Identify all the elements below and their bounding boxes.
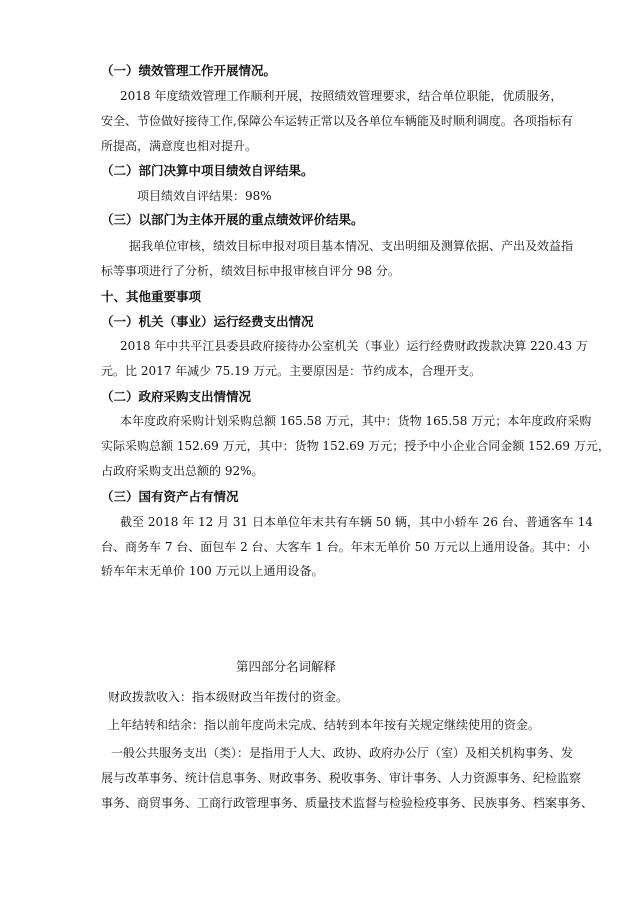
subsection-heading-government-procurement: （二）政府采购支出情情况 [101, 389, 252, 404]
paragraph-line: 财政拨款收入：指本级财政当年拨付的资金。 [108, 690, 349, 704]
paragraph-line: 实际采购总额 152.69 万元，其中：货物 152.69 万元；授予中小企业合同金额 152.69 万元， [101, 439, 610, 453]
paragraph-line: 占政府采购支出总额的 92%。 [101, 464, 264, 478]
paragraph-line: 所提高，满意度也相对提升。 [101, 139, 258, 153]
paragraph-line: 元。比 2017 年减少 75.19 万元。主要原因是：节约成本，合理开支。 [101, 364, 482, 378]
paragraph-line: 2018 年度绩效管理工作顺利开展，按照绩效管理要求，结合单位职能，优质服务， [120, 89, 563, 103]
paragraph-line: 项目绩效自评结果：98% [137, 189, 272, 203]
paragraph-line: 台、商务车 7 台、面包车 2 台、大客车 1 台。年末无单价 50 万元以上通用设备。其中：小 [101, 540, 590, 554]
paragraph-line: 轿车年末无单价 100 万元以上通用设备。 [101, 564, 324, 578]
section-heading-project-self-evaluation: （二）部门决算中项目绩效自评结果。 [101, 163, 314, 178]
paragraph-line: 本年度政府采购计划采购总额 165.58 万元，其中：货物 165.58 万元；本年度政府采购 [120, 414, 592, 428]
part-title-glossary: 第四部分名词解释 [236, 659, 337, 674]
paragraph-line: 安全、节俭做好接待工作,保障公车运转正常以及各单位车辆能及时顺利调度。各项指标有 [101, 114, 573, 128]
paragraph-line: 上年结转和结余：指以前年度尚未完成、结转到本年按有关规定继续使用的资金。 [108, 718, 541, 732]
paragraph-line: 标等事项进行了分析，绩效目标申报审核自评分 98 分。 [101, 264, 400, 278]
paragraph-line: 截至 2018 年 12 月 31 日本单位年末共有车辆 50 辆，其中小轿车 26 台、普通客车 14 [120, 515, 593, 529]
paragraph-line: 2018 年中共平江县委县政府接待办公室机关（事业）运行经费财政拨款决算 220.43 万 [120, 339, 588, 353]
paragraph-line: 展与改革事务、统计信息事务、财政事务、税收事务、审计事务、人力资源事务、纪检监察 [101, 771, 582, 785]
paragraph-line: 事务、商贸事务、工商行政管理事务、质量技术监督与检验检疫事务、民族事务、档案事务、 [101, 796, 594, 810]
subsection-heading-operating-expenses: （一）机关（事业）运行经费支出情况 [101, 314, 314, 329]
paragraph-line: 据我单位审核，绩效目标申报对项目基本情况、支出明细及测算依据、产出及效益指 [129, 239, 574, 253]
section-heading-other-matters: 十、其他重要事项 [101, 289, 202, 304]
subsection-heading-state-assets: （三）国有资产占有情况 [101, 489, 239, 504]
section-heading-key-evaluation: （三）以部门为主体开展的重点绩效评价结果。 [101, 212, 364, 227]
section-heading-performance-management: （一）绩效管理工作开展情况。 [101, 63, 277, 78]
paragraph-line: 一般公共服务支出（类）：是指用于人大、政协、政府办公厅（室）及相关机构事务、发 [111, 746, 574, 760]
